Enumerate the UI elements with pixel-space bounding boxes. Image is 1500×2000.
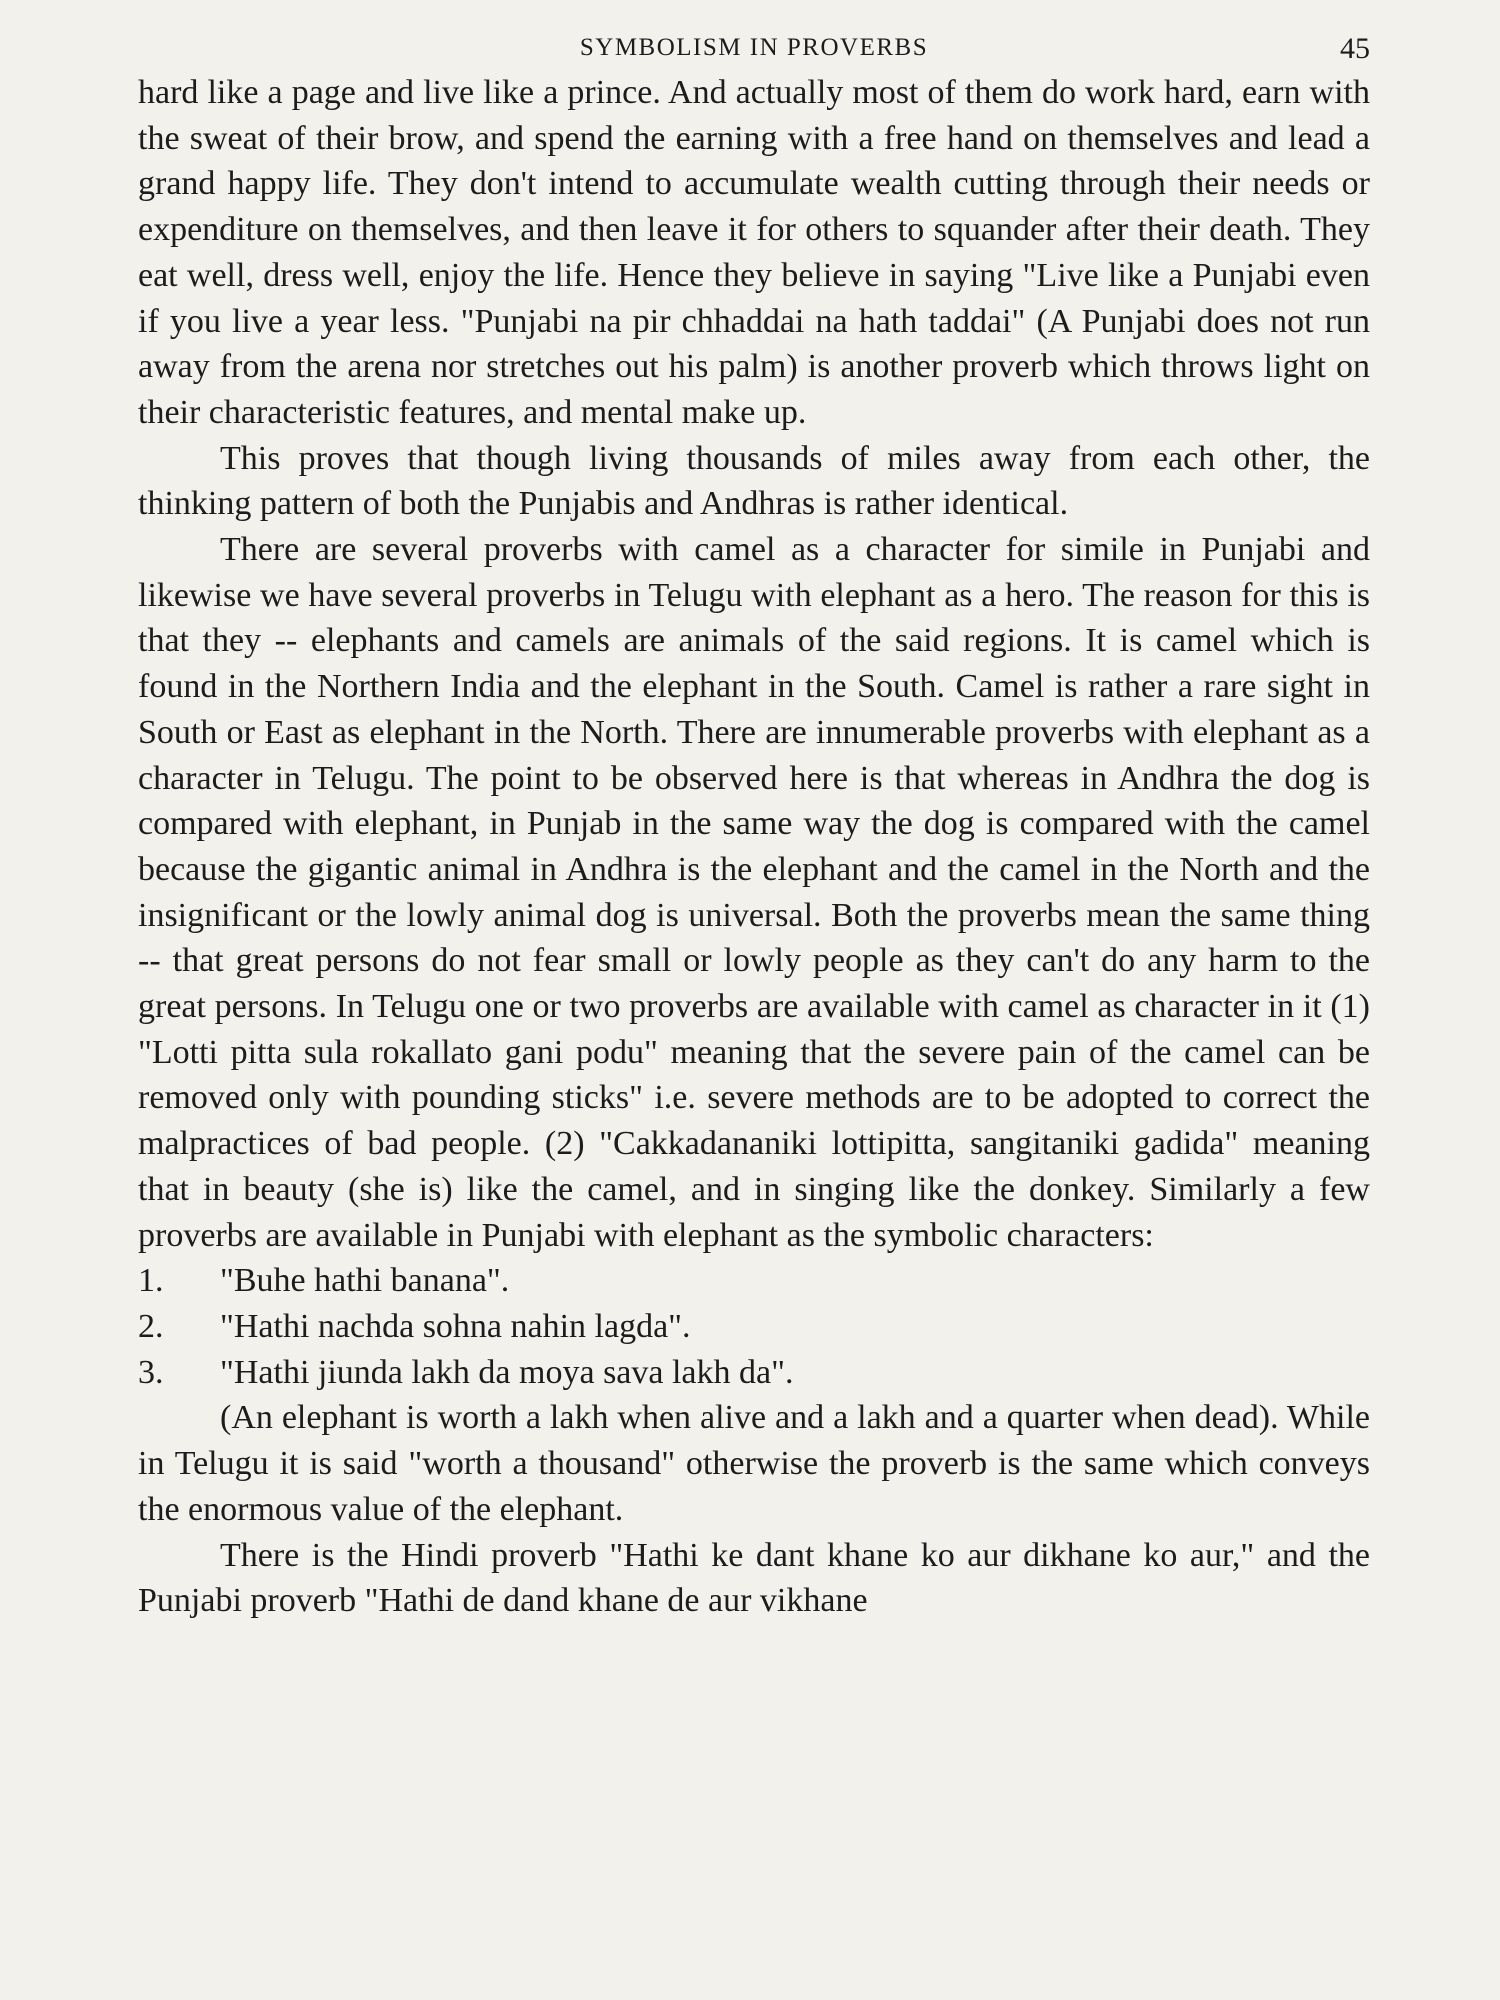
paragraph: This proves that though living thousands of miles away from each other, the thinking pattern of both the Punjabis and Andhras is rather identical.	[138, 439, 1370, 523]
list-number: 2.	[138, 1307, 164, 1345]
list-item	[138, 1304, 1370, 1350]
paragraph: (An elephant is worth a lakh when alive and a lakh and a quarter when dead). While in Telugu it is said "worth a thousand" otherwise the proverb is the same which conveys the enormous value of the elephant.	[138, 1399, 1370, 1528]
list-number: 3.	[138, 1353, 164, 1391]
paragraph: There is the Hindi proverb "Hathi ke dant khane ko aur dikhane ko aur," and the Punjabi proverb "Hathi de dand khane de aur vikhane	[138, 1536, 1370, 1620]
list-item	[138, 1350, 1370, 1396]
paragraph-continued: hard like a page and live like a prince. And actually most of them do work hard, earn with the sweat of their brow, and spend the earning with a free hand on themselves and lead a grand happy life. They don't intend to accumulate wealth cutting through their needs or expenditure on themselves, and then leave it for others to squander after their death. They eat well, dress well, enjoy the life. Hence they believe in saying "Live like a Punjabi even if you live a year less. "Punjabi na pir chhaddai na hath taddai" (A Punjabi does not run away from the arena nor stretches out his palm) is another proverb which throws light on their characteristic features, and mental make up.	[138, 74, 1370, 431]
list-text: "Hathi nachda sohna nahin lagda".	[220, 1307, 691, 1345]
paragraph: There are several proverbs with camel as a character for simile in Punjabi and likewise we have several proverbs in Telugu with elephant as a hero. The reason for this is that they -- elephants and camels are animals of the said regions. It is camel which is found in the Northern India and the elephant in the South. Camel is rather a rare sight in South or East as elephant in the North. There are innumerable proverbs with elephant as a character in Telugu. The point to be observed here is that whereas in Andhra the dog is compared with elephant, in Punjab in the same way the dog is compared with the camel because the gigantic animal in Andhra is the elephant and the camel in the North and the insignificant or the lowly animal dog is universal. Both the proverbs mean the same thing -- that great persons do not fear small or lowly people as they can't do any harm to the great persons. In Telugu one or two proverbs are available with camel as character in it (1) "Lotti pitta sula rokallato gani podu" meaning that the severe pain of the camel can be removed only with pounding sticks" i.e. severe methods are to be adopted to correct the malpractices of bad people. (2) "Cakkadananiki lottipitta, sangitaniki gadida" meaning that in beauty (she is) like the camel, and in singing like the donkey. Similarly a few proverbs are available in Punjabi with elephant as the symbolic characters:	[138, 531, 1370, 1254]
proverb-list	[138, 1258, 1370, 1395]
list-text: "Buhe hathi banana".	[220, 1262, 510, 1300]
running-header	[138, 30, 1370, 70]
list-number: 1.	[138, 1262, 164, 1300]
body-text	[138, 70, 1370, 1624]
running-title: SYMBOLISM IN PROVERBS	[579, 34, 929, 61]
list-item	[138, 1258, 1370, 1304]
list-text: "Hathi jiunda lakh da moya sava lakh da".	[220, 1353, 794, 1391]
page-number: 45	[1340, 32, 1370, 65]
